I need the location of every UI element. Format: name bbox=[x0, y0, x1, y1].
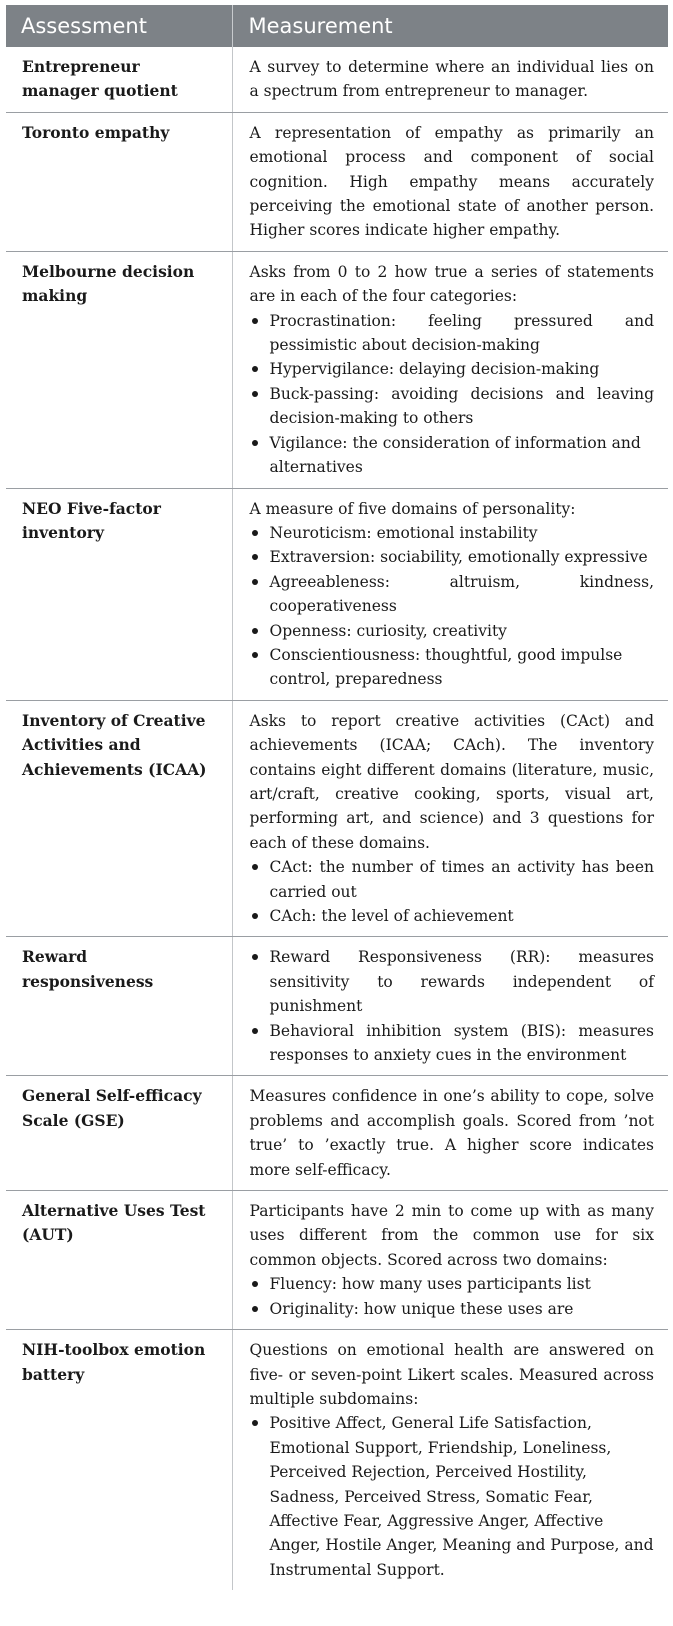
measurement-text: Measures confidence in one’s ability to cope, solve problems and accomplish goals. Scored from ’not true’ to ’exactly true. A higher score indicates more self-efficacy. bbox=[249, 1087, 654, 1179]
bullet-item bbox=[250, 521, 655, 545]
assessment-name: General Self-efficacy Scale (GSE) bbox=[6, 1076, 232, 1191]
assessment-name: NEO Five-factor inventory bbox=[6, 488, 232, 700]
assessment-name: Toronto empathy bbox=[6, 112, 232, 251]
bullet-item bbox=[250, 643, 655, 692]
bullet-item bbox=[250, 1297, 655, 1321]
bullet-text: Vigilance: the consideration of information and alternatives bbox=[269, 433, 641, 477]
bullet-item bbox=[250, 1019, 655, 1068]
bullet-icon bbox=[252, 554, 258, 560]
assessment-table bbox=[6, 5, 668, 1590]
table-row bbox=[6, 937, 668, 1076]
measurement-cell bbox=[232, 1191, 668, 1330]
bullet-text: Neuroticism: emotional instability bbox=[269, 523, 538, 542]
assessment-name: Alternative Uses Test (AUT) bbox=[6, 1191, 232, 1330]
bullet-list bbox=[250, 855, 655, 928]
bullet-list bbox=[250, 1272, 655, 1321]
measurement-cell bbox=[232, 488, 668, 700]
bullet-icon bbox=[252, 1281, 258, 1287]
bullet-list bbox=[250, 521, 655, 692]
bullet-text: Hypervigilance: delaying decision-making bbox=[269, 360, 600, 379]
bullet-item bbox=[250, 1411, 655, 1582]
bullet-item bbox=[250, 382, 655, 431]
bullet-text: Openness: curiosity, creativity bbox=[269, 621, 507, 640]
table-header bbox=[6, 5, 668, 47]
bullet-text: CAct: the number of times an activity has been carried out bbox=[269, 858, 654, 901]
bullet-icon bbox=[252, 1028, 258, 1034]
table-row bbox=[6, 488, 668, 700]
bullet-icon bbox=[252, 530, 258, 536]
measurement-text: Asks to report creative activities (CAct) and achievements (ICAA; CAch). The inventory contains eight different domains (literature, music, art/craft, creative cooking, sports, visual art, performing art, and science) and 3 questions for each of these domains. bbox=[249, 711, 654, 852]
header-assessment: Assessment bbox=[6, 5, 232, 47]
bullet-icon bbox=[252, 628, 258, 634]
bullet-text: Procrastination: feeling pressured and pessimistic about decision-making bbox=[269, 311, 654, 355]
measurement-cell bbox=[232, 937, 668, 1076]
table-row bbox=[6, 1330, 668, 1591]
bullet-item bbox=[250, 431, 655, 480]
bullet-text: Positive Affect, General Life Satisfaction, Emotional Support, Friendship, Loneliness, Perceived Rejection, Perceived Hostility, Sadness, Perceived Stress, Somatic Fear, Affective Fear, Aggressive Anger, Affective Anger, Hostile Anger, Meaning and Purpose, and Instrumental Support. bbox=[269, 1414, 654, 1579]
bullet-icon bbox=[252, 954, 258, 960]
table-row bbox=[6, 700, 668, 937]
measurement-cell bbox=[232, 251, 668, 488]
measurement-cell bbox=[232, 1076, 668, 1191]
bullet-text: Originality: how unique these uses are bbox=[269, 1299, 574, 1318]
assessment-name: Melbourne decision making bbox=[6, 251, 232, 488]
measurement-text: Questions on emotional health are answered on five- or seven-point Likert scales. Measured across multiple subdomains: bbox=[249, 1341, 654, 1408]
bullet-icon bbox=[252, 318, 258, 324]
bullet-text: Behavioral inhibition system (BIS): measures responses to anxiety cues in the environment bbox=[269, 1021, 654, 1065]
measurement-text: Asks from 0 to 2 how true a series of statements are in each of the four categories: bbox=[249, 262, 654, 306]
bullet-icon bbox=[252, 1306, 258, 1312]
bullet-icon bbox=[252, 652, 258, 658]
bullet-item bbox=[250, 1272, 655, 1296]
measurement-text: A representation of empathy as primarily an emotional process and component of social cognition. High empathy means accurately perceiving the emotional state of another person. Higher scores indicate higher empathy. bbox=[249, 123, 654, 240]
bullet-item bbox=[250, 357, 655, 381]
bullet-icon bbox=[252, 391, 258, 397]
assessment-name: Entrepreneur manager quotient bbox=[6, 47, 232, 112]
table-row bbox=[6, 251, 668, 488]
bullet-item bbox=[250, 855, 655, 904]
bullet-list bbox=[250, 1411, 655, 1582]
bullet-item bbox=[250, 309, 655, 358]
bullet-icon bbox=[252, 366, 258, 372]
table-row bbox=[6, 1191, 668, 1330]
table-body bbox=[6, 47, 668, 1590]
header-row bbox=[6, 5, 668, 47]
measurement-cell bbox=[232, 1330, 668, 1591]
bullet-item bbox=[250, 945, 655, 1018]
bullet-text: Conscientiousness: thoughtful, good impulse control, preparedness bbox=[269, 645, 623, 689]
bullet-item bbox=[250, 545, 655, 569]
measurement-text: A survey to determine where an individual lies on a spectrum from entrepreneur to manager. bbox=[249, 58, 654, 101]
bullet-item bbox=[250, 904, 655, 928]
assessment-name: Inventory of Creative Activities and Achievements (ICAA) bbox=[6, 700, 232, 937]
measurement-cell bbox=[232, 112, 668, 251]
bullet-icon bbox=[252, 913, 258, 919]
bullet-item bbox=[250, 570, 655, 619]
bullet-item bbox=[250, 619, 655, 643]
bullet-text: Buck-passing: avoiding decisions and leaving decision-making to others bbox=[269, 384, 654, 428]
bullet-text: Fluency: how many uses participants list bbox=[269, 1275, 591, 1294]
bullet-text: CAch: the level of achievement bbox=[269, 907, 514, 925]
bullet-list bbox=[250, 309, 655, 480]
assessment-name: Reward responsiveness bbox=[6, 937, 232, 1076]
bullet-icon bbox=[252, 1420, 258, 1426]
bullet-icon bbox=[252, 864, 258, 870]
bullet-text: Reward Responsiveness (RR): measures sensitivity to rewards independent of punishment bbox=[269, 948, 654, 1016]
table-row bbox=[6, 47, 668, 112]
bullet-icon bbox=[252, 579, 258, 585]
assessment-name: NIH-toolbox emotion battery bbox=[6, 1330, 232, 1591]
table-row bbox=[6, 112, 668, 251]
bullet-text: Agreeableness: altruism, kindness, cooperativeness bbox=[269, 572, 654, 616]
measurement-cell bbox=[232, 47, 668, 112]
bullet-icon bbox=[252, 440, 258, 446]
measurement-cell bbox=[232, 700, 668, 937]
bullet-text: Extraversion: sociability, emotionally expressive bbox=[269, 548, 648, 567]
header-measurement: Measurement bbox=[232, 5, 668, 47]
measurement-text: Participants have 2 min to come up with as many uses different from the common use for six common objects. Scored across two domains: bbox=[249, 1202, 654, 1269]
bullet-list bbox=[250, 945, 655, 1067]
table-row bbox=[6, 1076, 668, 1191]
measurement-text: A measure of five domains of personality: bbox=[249, 499, 576, 518]
